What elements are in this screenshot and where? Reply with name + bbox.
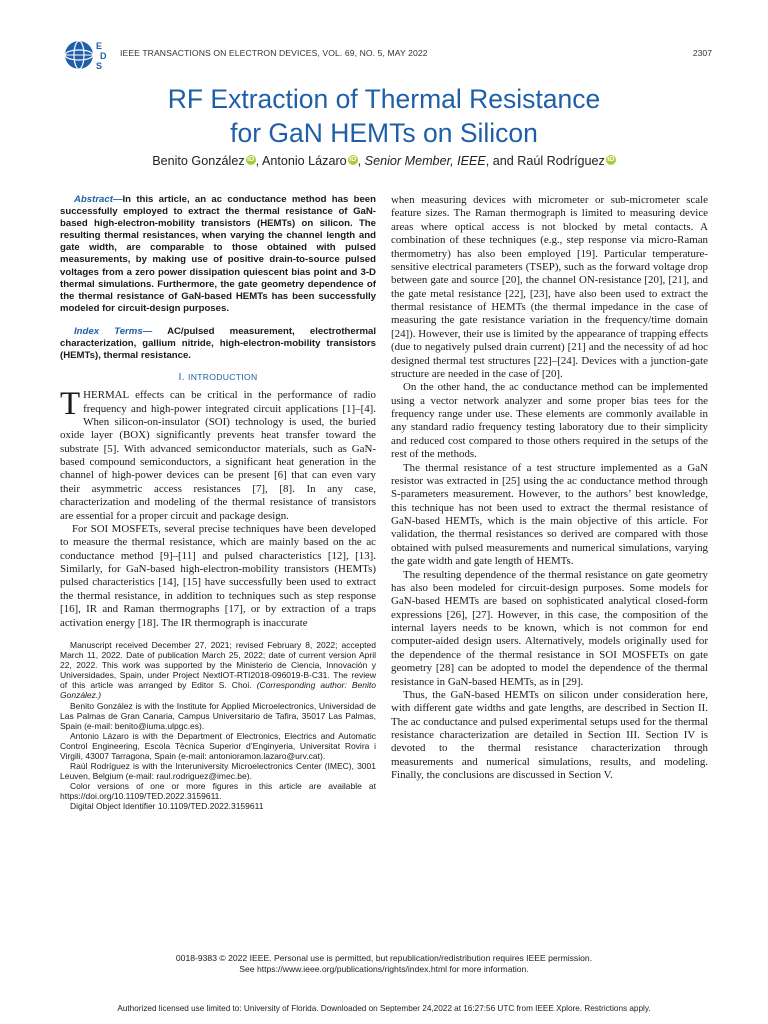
running-header [60, 41, 712, 71]
abstract [60, 194, 376, 315]
section-heading [60, 372, 376, 383]
paragraph: On the other hand, the ac conductance method can be implemented using a vector network analyzer and some proper bias tees for the frequency range under use. These elements are commonly available in any standard radio frequency testing laboratory due to their simplicity and reduced cost compared to those others required in the setups of the rest of the methods. [391, 381, 708, 461]
copyright-notice [40, 953, 728, 975]
abstract-text: In this article, an ac conductance method has been successfully employed to extract the thermal resistance of GaN-based high-electron-mobility transistors (HEMTs) on silicon. The resulting thermal resistances, when varying the channel length and gate width, are comparable to those obtained with pulsed measurements, by making use of positive drain-to-source pulsed voltages from a zero power dissipation quiescent bias point and 3-D thermal simulations. Furthermore, the gate geometry dependence of the thermal resistance of GaN-based HEMTs has been successfully modeled for circuit-design purposes. [60, 194, 376, 314]
paragraph: The resulting dependence of the thermal resistance on gate geometry has also been modeled for circuit-design purposes. Some models for GaN-based HEMTs are based on sophisticated analytical closed-form expressions [26], [27]. However, in this case, the composition of the internal layers needs to be known, which is not common for end computer-aided design users. Alternatively, models originally used for the dependence of the thermal resistance in SOI MOSFETs on gate geometry [28] can be adopted to model the dependence of the thermal resistance in GaN-based HEMTs, as in [29]. [391, 568, 708, 688]
svg-text:S: S [96, 61, 103, 71]
paragraph [60, 386, 376, 523]
intro-body [60, 386, 376, 630]
corresponding-author: (Corresponding author: Benito González.) [60, 680, 376, 701]
author-conjunction: and [492, 154, 514, 168]
title-line-1: RF Extraction of Thermal Resistance [167, 84, 601, 114]
paragraph: For SOI MOSFETs, several precise techniques have been developed to measure the thermal resistance, which are mainly based on the ac conductance method [9]–[11] and pulsed characteristics [12], [13]. Similarly, for GaN-based high-electron-mobility transistors (HEMTs) pulsed characteristics [14], [15] have successfully been used to extract the thermal resistance, in addition to techniques such as step response [16], IR and Raman thermographs [17], or by extraction of a traps activation energy [18]. The IR thermograph is inaccurate [60, 522, 376, 629]
paragraph-text: effects can be critical in the performance of radio frequency and high-power integrated circuit applications [1]–[4]. When silicon-on-insulator (SOI) technology is used, the buried oxide layer (BOX) significantly prevents heat transfer toward the substrate [5]. With advanced semiconductor materials, such as GaN-based compound semiconductors, a significant heat generation in the channel of high-power devices can be present [6] that can even vary their asymmetric access resistances [7], [8]. In any case, characterization and modeling of the thermal resistance of transistors are essential for a proper circuit and package design. [60, 389, 376, 522]
copyright-line-1: 0018-9383 © 2022 IEEE. Personal use is permitted, but republication/redistribution requires IEEE permission. [175, 953, 593, 963]
footnotes [60, 640, 376, 812]
paragraph: Thus, the GaN-based HEMTs on silicon under consideration here, with different gate widths and gate lengths, are described in Section II. The ac conductance and pulsed experimental setups used for the thermal resistance characterization are detailed in Section III. Section IV is devoted to the thermal resistance characterization through measurements and numerical simulations, results, and modeling. Finally, the conclusions are discussed in Section V. [391, 688, 708, 782]
svg-text:D: D [100, 51, 107, 61]
author-2: Antonio Lázaro [261, 154, 347, 168]
page-number: 2307 [692, 48, 712, 58]
footnote-color-figures[interactable]: Color versions of one or more figures in this article are available at https://doi.org/10.1109/TED.2022.3159611. [60, 781, 376, 802]
left-column [60, 194, 376, 812]
paragraph: The thermal resistance of a test structure implemented as a GaN resistor was extracted in [25] using the ac conductance method through S-parameters measurement. However, to the authors’ best knowledge, this technique has not been used to extract the thermal resistance of GaN-based HEMTs, which is the main objective of this article. For validation, the thermal resistances so derived are compared with those obtained with pulsed measurements and numerical simulations, varying the gate width and gate length of HEMTs. [391, 461, 708, 568]
copyright-line-2[interactable]: See https://www.ieee.org/publications/rights/index.html for more information. [239, 964, 529, 974]
orcid-icon[interactable]: iD [349, 156, 357, 163]
right-column [391, 194, 708, 783]
author-list: Benito González iD , Antonio Lázaro iD , Senior Member, IEEE, and Raúl Rodríguez iD [152, 154, 615, 168]
author-3: Raúl Rodríguez [517, 154, 605, 168]
drop-cap: T [60, 386, 81, 423]
footnote-text: Manuscript received December 27, 2021; revised February 8, 2022; accepted March 11, 2022. Date of publication March 25, 2022; date of current version April 22, 2022. This work was supported by the Ministerio de Ciencia, Innovación y Universidades, Spain, under Project NextIOT-RTI2018-096019-B-C31. The review of this article was arranged by Editor S. Choi. [60, 639, 376, 691]
title-line-2: for GaN HEMTs on Silicon [230, 118, 538, 148]
paragraph: when measuring devices with micrometer or sub-micrometer scale feature sizes. The Raman thermograph is limited to measuring device areas where optical access is not blocked by metal contacts. A combination of these techniques (e.g., step response via micro-Raman thermometry) has also been employed [19]. Particular temperature-sensitive electrical parameters (TSEP), such as the forward voltage drop between gate and source [20], the channel ON-resistance [20], [21], and the gate metal resistance [22], [23], have also been used to extract the thermal resistance of HEMTs (the thermal impedance in the case of measuring the gate resistance variation in the frequency/time domain [24]). However, their use is limited by the appearance of trapping effects (due to negatively pulsed drain current) [21] and the necessity of ad hoc designed thermal test structures [22]–[24]. Devices with a junction-gate structure are needed in the case of [20]. [391, 194, 708, 380]
author-2-membership: Senior Member, IEEE [364, 154, 486, 168]
footnote-affiliation-3: Raúl Rodríguez is with the Interuniversity Microelectronics Center (IMEC), 3001 Leuven, Belgium (e-mail: raul.rodriguez@imec.be). [60, 761, 376, 782]
footnote-manuscript [60, 640, 376, 701]
index-terms-text: AC/pulsed measurement, electrothermal characterization, gallium nitride, high-electron-mobility transistors (HEMTs), thermal resistance. [60, 325, 376, 362]
index-terms-label: Index Terms— [74, 325, 153, 337]
section-title: INTRODUCTION [188, 372, 258, 383]
eds-logo-icon [60, 38, 118, 72]
journal-name: IEEE TRANSACTIONS ON ELECTRON DEVICES, VOL. 69, NO. 5, MAY 2022 [120, 48, 428, 58]
abstract-label: Abstract— [74, 194, 123, 205]
footnote-doi: Digital Object Identifier 10.1109/TED.2022.3159611 [70, 801, 264, 812]
index-terms [60, 326, 376, 362]
paper-title [40, 82, 728, 150]
lead-word: HERMAL [83, 389, 130, 402]
license-notice: Authorized licensed use limited to: University of Florida. Downloaded on September 24,2022 at 16:27:56 UTC from IEEE Xplore. Restrictions apply. [117, 1004, 651, 1013]
footnote-affiliation-2: Antonio Lázaro is with the Department of Electronics, Electrics and Automatic Control Engineering, Escola Tècnica Superior d’Enginyeria, Universitat Rovira i Virgili, 43007 Tarragona, Spain (e-mail: antonioramon.lazaro@urv.cat). [60, 730, 376, 761]
footnote-affiliation-1: Benito González is with the Institute for Applied Microelectronics, Universidad de Las Palmas de Gran Canaria, Campus Universitario de Tafira, 35017 Las Palmas, Spain (e-mail: benito@iuma.ulpgc.es). [60, 700, 376, 731]
section-numeral: I. [178, 372, 185, 384]
svg-text:E: E [96, 41, 103, 51]
author-1: Benito González [152, 154, 245, 168]
orcid-icon[interactable]: iD [607, 156, 615, 163]
orcid-icon[interactable]: iD [247, 156, 255, 163]
